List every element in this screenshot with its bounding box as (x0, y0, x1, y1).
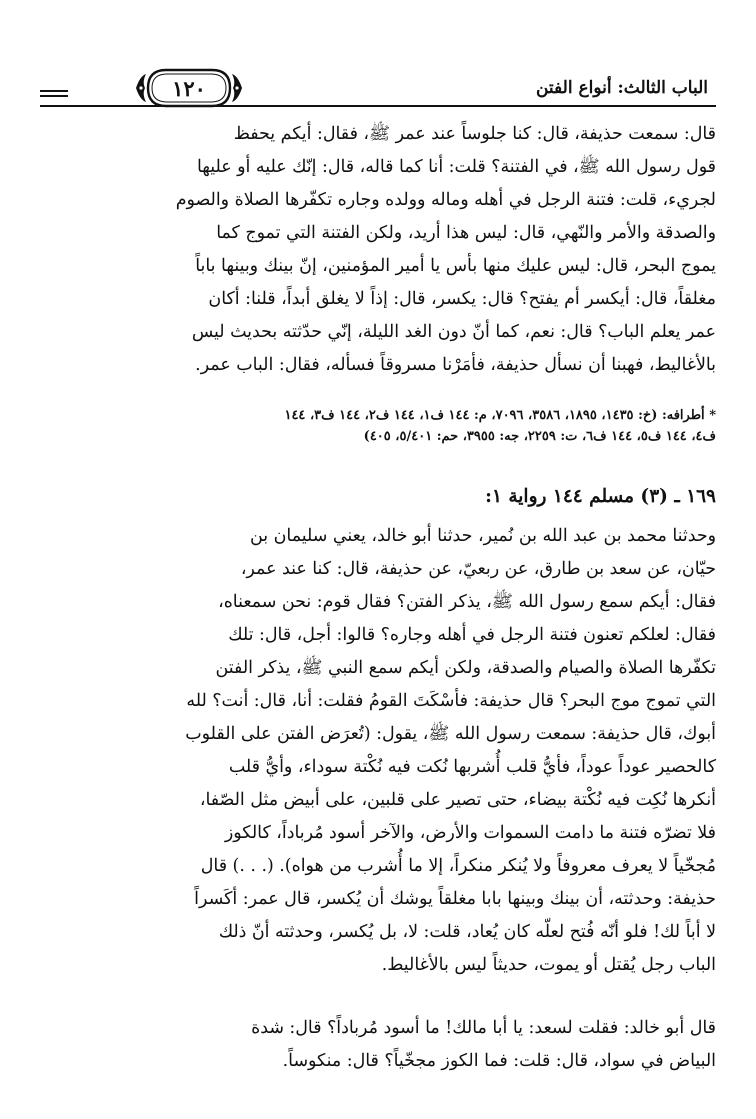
text-line: مغلقاً، قال: أيكسر أم يفتح؟ قال: يكسر، قال: إذاً لا يغلق أبداً، قلنا: أكان (208, 289, 716, 309)
header-double-line (40, 90, 68, 100)
text-line: بالأغاليط، فهبنا أن نسأل حذيفة، فأمَرْنا مسروقاً فسأله، فقال: الباب عمر. (195, 355, 716, 375)
text-line: تكفّرها الصلاة والصيام والصدقة، ولكن أيكم سمع النبي ﷺ، يذكر الفتن (215, 658, 716, 678)
book-page (40, 0, 716, 1119)
text-line: مُجخّياً لا يعرف معروفاً ولا يُنكر منكراً، إلا ما أُشرب من هواه). (. . .) قال (200, 856, 716, 876)
text-line: وحدثنا محمد بن عبد الله بن نُمير، حدثنا أبو خالد، يعني سليمان بن (250, 526, 716, 546)
text-line: والصدقة والأمر والنّهي، قال: ليس هذا أريد، ولكن الفتنة التي تموج كما (216, 223, 716, 243)
text-line: لجريء، قلت: فتنة الرجل في أهله وماله وولده وجاره تكفّرها الصلاة والصوم (175, 190, 716, 210)
text-line: البياض في سواد، قال: قلت: فما الكوز مجخّياً؟ قال: منكوساً. (282, 1051, 716, 1071)
page-number: ١٢٠ (172, 76, 206, 101)
text-line: أنكرها نُكِت فيه نُكْتة بيضاء، حتى تصير على قلبين، على أبيض مثل الصّفا، (199, 790, 716, 810)
paragraph-1 (40, 118, 716, 382)
text-line: عمر يعلم الباب؟ قال: نعم، كما أنّ دون الغد الليلة، إنّي حدّثته بحديث ليس (191, 322, 716, 342)
paragraph-2 (40, 520, 716, 982)
page-number-ornament (134, 66, 244, 110)
text-line: فقال: أيكم سمع رسول الله ﷺ، يذكر الفتن؟ فقال قوم: نحن سمعناه، (218, 592, 716, 612)
header-rule (40, 105, 716, 107)
text-line: يموج البحر، قال: ليس عليك منها بأس يا أمير المؤمنين، إنّ بينك وبينها باباً (195, 256, 716, 276)
paragraph-3 (40, 1012, 716, 1078)
note-line: * أطرافه: (خ: ١٤٣٥، ١٨٩٥، ٣٥٨٦، ٧٠٩٦، م: ١٤٤ ف١، ١٤٤ ف٢، ١٤٤ ف٣، ١٤٤ (284, 408, 716, 423)
text-line: قال: سمعت حذيفة، قال: كنا جلوساً عند عمر ﷺ، فقال: أيكم يحفظ (233, 124, 716, 144)
hadith-heading: ١٦٩ ـ (٣) مسلم ١٤٤ رواية ١: (485, 486, 716, 507)
text-line: حيّان، عن سعد بن طارق، عن ربعيّ، عن حذيفة، قال: كنا عند عمر، (240, 559, 716, 579)
text-line: فقال: لعلكم تعنون فتنة الرجل في أهله وجاره؟ قالوا: أجل، قال: تلك (228, 625, 716, 645)
text-line: قال أبو خالد: فقلت لسعد: يا أبا مالك! ما أسود مُرباداً؟ قال: شدة (251, 1018, 716, 1038)
atraf-note (40, 405, 716, 447)
text-line: قول رسول الله ﷺ، في الفتنة؟ قلت: أنا كما قاله، قال: إنّك عليه أو عليها (196, 157, 716, 177)
chapter-title: الباب الثالث: أنواع الفتن (535, 78, 708, 98)
text-line: الباب رجل يُقتل أو يموت، حديثاً ليس بالأغاليط. (381, 955, 716, 975)
text-line: التي تموج موج البحر؟ قال حذيفة: فأسْكَتَ القومُ فقلت: أنا، قال: أنت؟ لله (186, 691, 716, 711)
text-line: لا أباً لك! فلو أنّه فُتح لعلّه كان يُعاد، قلت: لا، بل يُكسر، وحدثته أنّ ذلك (218, 922, 716, 942)
text-line: فلا تضرّه فتنة ما دامت السموات والأرض، والآخر أسود مُرباداً، كالكوز (224, 823, 716, 843)
text-line: حذيفة: وحدثته، أن بينك وبينها بابا مغلقاً يوشك أن يُكسر، قال عمر: أكَسراً (194, 889, 716, 909)
text-line: أبوك، قال حذيفة: سمعت رسول الله ﷺ، يقول: (تُعرَض الفتن على القلوب (185, 724, 716, 744)
note-line: ف٤، ١٤٤ ف٥، ١٤٤ ف٦، ت: ٢٢٥٩، جه: ٣٩٥٥، حم: ٥/٤٠١، ٤٠٥) (363, 429, 716, 444)
text-line: كالحصير عوداً عوداً، فأيُّ قلب أُشربها نُكت فيه نُكْتة سوداء، وأيُّ قلب (228, 757, 716, 777)
